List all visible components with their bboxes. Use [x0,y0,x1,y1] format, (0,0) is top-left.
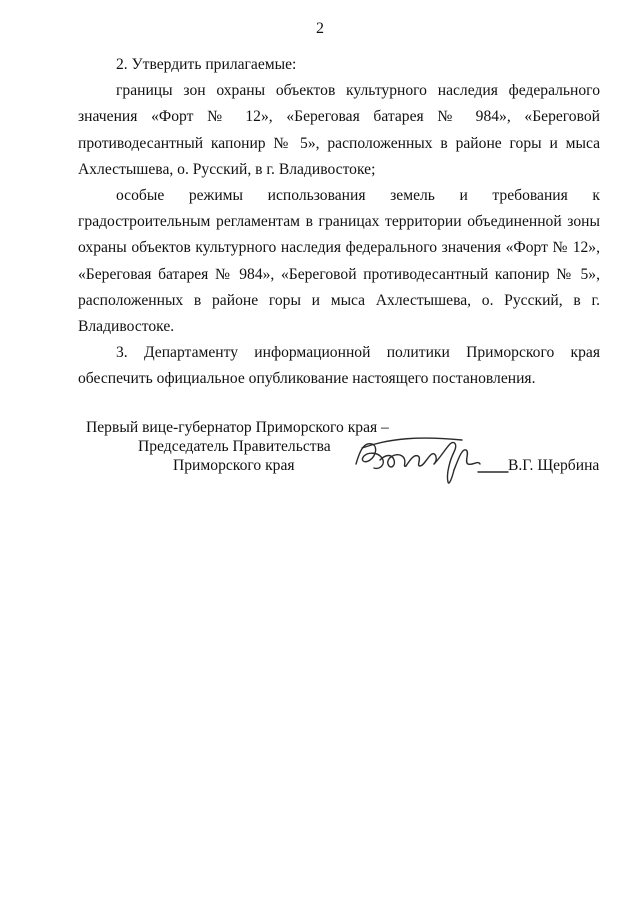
signature-block [0,418,640,498]
document-body [78,52,600,393]
handwritten-signature [350,430,510,490]
paragraph-land-use-regimes: особые режимы использования земель и требования к градостроительным регламентам в границах территории объединенной зоны охраны объектов культурного наследия федерального значения «Форт № 12», «Береговая батарея № 984», «Береговой противодесантный капонир № 5», расположенных в районе горы и мыса Ахлестышева, о. Русский, в г. Владивостоке. [78,187,600,336]
paragraph-boundaries: границы зон охраны объектов культурного наследия федерального значения «Форт № 12», «Береговая батарея № 984», «Береговой противодесантный капонир № 5», расположенных в районе горы и мыса Ахлестышева, о. Русский, в г. Владивостоке; [78,82,600,178]
page-number: 2 [316,20,324,37]
signer-name: В.Г. Щербина [508,457,600,474]
signatory-title-line-1: Первый вице-губернатор Приморского края – [86,419,389,436]
signatory-title-line-3: Приморского края [173,457,295,474]
signatory-title-line-2: Председатель Правительства [138,438,331,455]
paragraph-item-2: 2. Утвердить прилагаемые: [116,56,297,73]
paragraph-item-3: 3. Департаменту информационной политики Приморского края обеспечить официальное опубликование настоящего постановления. [78,344,600,388]
